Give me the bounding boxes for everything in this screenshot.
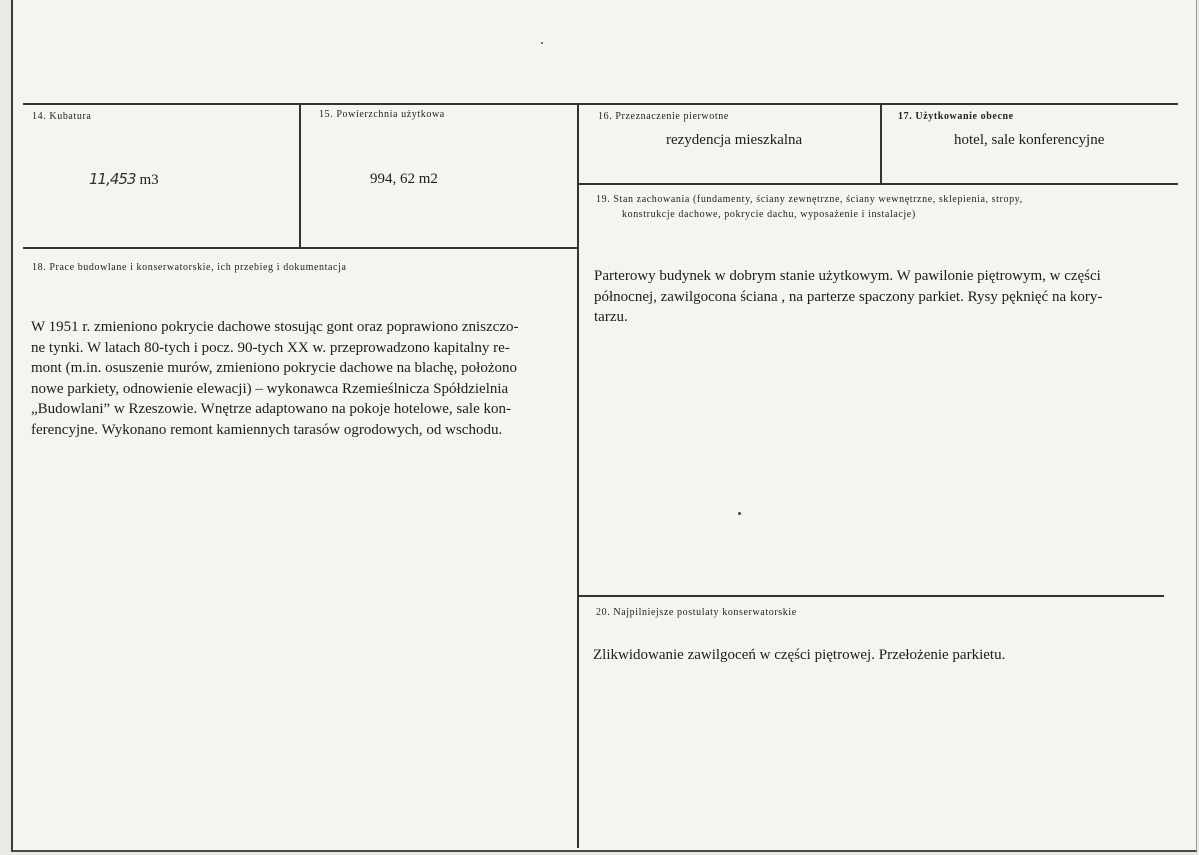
field-16-label: 16. Przeznaczenie pierwotne [598, 111, 729, 122]
field-19-text [594, 266, 1174, 328]
field-15-label: 15. Powierzchnia użytkowa [319, 109, 445, 120]
field-15-value: 994, 62 m2 [370, 171, 438, 187]
center-divider [577, 103, 579, 848]
field-18-line: „Budowlani” w Rzeszowie. Wnętrze adaptowano na pokoje hotelowe, sale kon- [31, 401, 511, 417]
divider-14-15 [299, 103, 301, 248]
rule-above-18 [23, 247, 579, 249]
paper-speck [541, 42, 543, 44]
field-14-handwritten-value: 11,453 [89, 170, 136, 188]
paper-speck [738, 512, 741, 515]
field-18-line: ne tynki. W latach 80-tych i pocz. 90-tych XX w. przeprowadzono kapitalny re- [31, 339, 510, 356]
field-18-line: W 1951 r. zmieniono pokrycie dachowe stosując gont oraz poprawiono zniszczo- [31, 319, 519, 335]
field-16-value: rezydencja mieszkalna [666, 132, 803, 148]
field-18-line: nowe parkiety, odnowienie elewacji) – wykonawca Rzemieślnicza Spółdzielnia [31, 380, 509, 397]
field-19-line: tarzu. [594, 309, 628, 325]
field-19-label-line1: 19. Stan zachowania (fundamenty, ściany zewnętrzne, ściany wewnętrzne, sklepienia, stropy, [596, 194, 1023, 205]
field-19-line: północnej, zawilgocona ściana , na parterze spaczony parkiet. Rysy pęknięć na kory- [594, 288, 1103, 305]
field-17-label: 17. Użytkowanie obecne [898, 111, 1014, 122]
field-17-value: hotel, sale konferencyjne [954, 132, 1105, 148]
field-18-line: mont (m.in. osuszenie murów, zmieniono pokrycie dachowe na blachę, położono [31, 360, 517, 376]
field-14-value [89, 170, 159, 189]
field-20-value: Zlikwidowanie zawilgoceń w części piętrowej. Przełożenie parkietu. [593, 647, 1006, 663]
rule-above-20 [577, 595, 1164, 597]
field-19-line: Parterowy budynek w dobrym stanie użytkowym. W pawilonie piętrowym, w części [594, 268, 1101, 284]
field-14-label: 14. Kubatura [32, 111, 92, 122]
rule-above-19 [577, 183, 1178, 185]
field-18-line: ferencyjne. Wykonano remont kamiennych tarasów ogrodowych, od wschodu. [31, 421, 503, 438]
field-19-label-line2: konstrukcje dachowe, pokrycie dachu, wyposażenie i instalacje) [622, 209, 916, 220]
record-card [11, 0, 1197, 852]
field-18-text [31, 317, 583, 440]
field-18-label: 18. Prace budowlane i konserwatorskie, ich przebieg i dokumentacja [32, 262, 347, 273]
field-20-label: 20. Najpilniejsze postulaty konserwatorskie [596, 607, 797, 618]
divider-16-17 [880, 103, 882, 183]
top-rule [23, 103, 1178, 105]
field-14-unit: m3 [139, 172, 159, 188]
